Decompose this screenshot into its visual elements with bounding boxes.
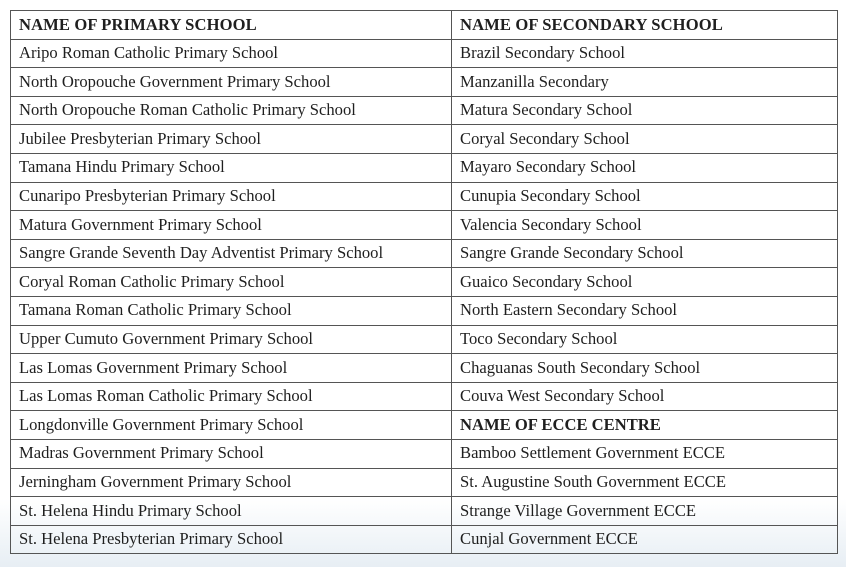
secondary-school-cell: Chaguanas South Secondary School: [452, 354, 838, 383]
primary-school-cell: Aripo Roman Catholic Primary School: [11, 39, 452, 68]
ecce-centre-cell: Strange Village Government ECCE: [452, 497, 838, 526]
table-row: [11, 125, 838, 154]
table-row: [11, 239, 838, 268]
table-row: [11, 211, 838, 240]
ecce-centre-cell: Cunjal Government ECCE: [452, 525, 838, 554]
primary-school-cell: Tamana Roman Catholic Primary School: [11, 296, 452, 325]
table-row: [11, 182, 838, 211]
primary-school-cell: Longdonville Government Primary School: [11, 411, 452, 440]
table-row: [11, 153, 838, 182]
schools-table-container: [10, 10, 837, 554]
table-row: [11, 411, 838, 440]
primary-school-cell: Las Lomas Roman Catholic Primary School: [11, 382, 452, 411]
ecce-centre-cell: St. Augustine South Government ECCE: [452, 468, 838, 497]
secondary-school-cell: Manzanilla Secondary: [452, 68, 838, 97]
primary-school-cell: Upper Cumuto Government Primary School: [11, 325, 452, 354]
secondary-school-column-header: NAME OF SECONDARY SCHOOL: [452, 11, 838, 40]
primary-school-cell: North Oropouche Government Primary School: [11, 68, 452, 97]
primary-school-cell: Coryal Roman Catholic Primary School: [11, 268, 452, 297]
ecce-centre-cell: Bamboo Settlement Government ECCE: [452, 439, 838, 468]
primary-school-cell: Madras Government Primary School: [11, 439, 452, 468]
table-row: [11, 268, 838, 297]
primary-school-cell: Jerningham Government Primary School: [11, 468, 452, 497]
table-row: [11, 525, 838, 554]
primary-school-cell: Cunaripo Presbyterian Primary School: [11, 182, 452, 211]
primary-school-cell: Jubilee Presbyterian Primary School: [11, 125, 452, 154]
table-row: [11, 382, 838, 411]
table-row: [11, 354, 838, 383]
table-row: [11, 439, 838, 468]
secondary-school-cell: Valencia Secondary School: [452, 211, 838, 240]
table-row: [11, 325, 838, 354]
secondary-school-cell: Mayaro Secondary School: [452, 153, 838, 182]
secondary-school-cell: Brazil Secondary School: [452, 39, 838, 68]
secondary-school-cell: Guaico Secondary School: [452, 268, 838, 297]
table-row: [11, 39, 838, 68]
table-header-row: [11, 11, 838, 40]
table-row: [11, 497, 838, 526]
table-row: [11, 68, 838, 97]
primary-school-cell: Las Lomas Government Primary School: [11, 354, 452, 383]
primary-school-cell: Matura Government Primary School: [11, 211, 452, 240]
primary-school-cell: Tamana Hindu Primary School: [11, 153, 452, 182]
secondary-school-cell: Coryal Secondary School: [452, 125, 838, 154]
secondary-school-cell: Sangre Grande Secondary School: [452, 239, 838, 268]
primary-school-cell: St. Helena Presbyterian Primary School: [11, 525, 452, 554]
secondary-school-cell: Toco Secondary School: [452, 325, 838, 354]
secondary-school-cell: North Eastern Secondary School: [452, 296, 838, 325]
table-row: [11, 96, 838, 125]
secondary-school-cell: Cunupia Secondary School: [452, 182, 838, 211]
primary-school-column-header: NAME OF PRIMARY SCHOOL: [11, 11, 452, 40]
primary-school-cell: North Oropouche Roman Catholic Primary School: [11, 96, 452, 125]
secondary-school-cell: Matura Secondary School: [452, 96, 838, 125]
ecce-centre-column-header: NAME OF ECCE CENTRE: [452, 411, 838, 440]
table-row: [11, 468, 838, 497]
primary-school-cell: St. Helena Hindu Primary School: [11, 497, 452, 526]
primary-school-cell: Sangre Grande Seventh Day Adventist Primary School: [11, 239, 452, 268]
table-row: [11, 296, 838, 325]
secondary-school-cell: Couva West Secondary School: [452, 382, 838, 411]
schools-table: [10, 10, 838, 554]
